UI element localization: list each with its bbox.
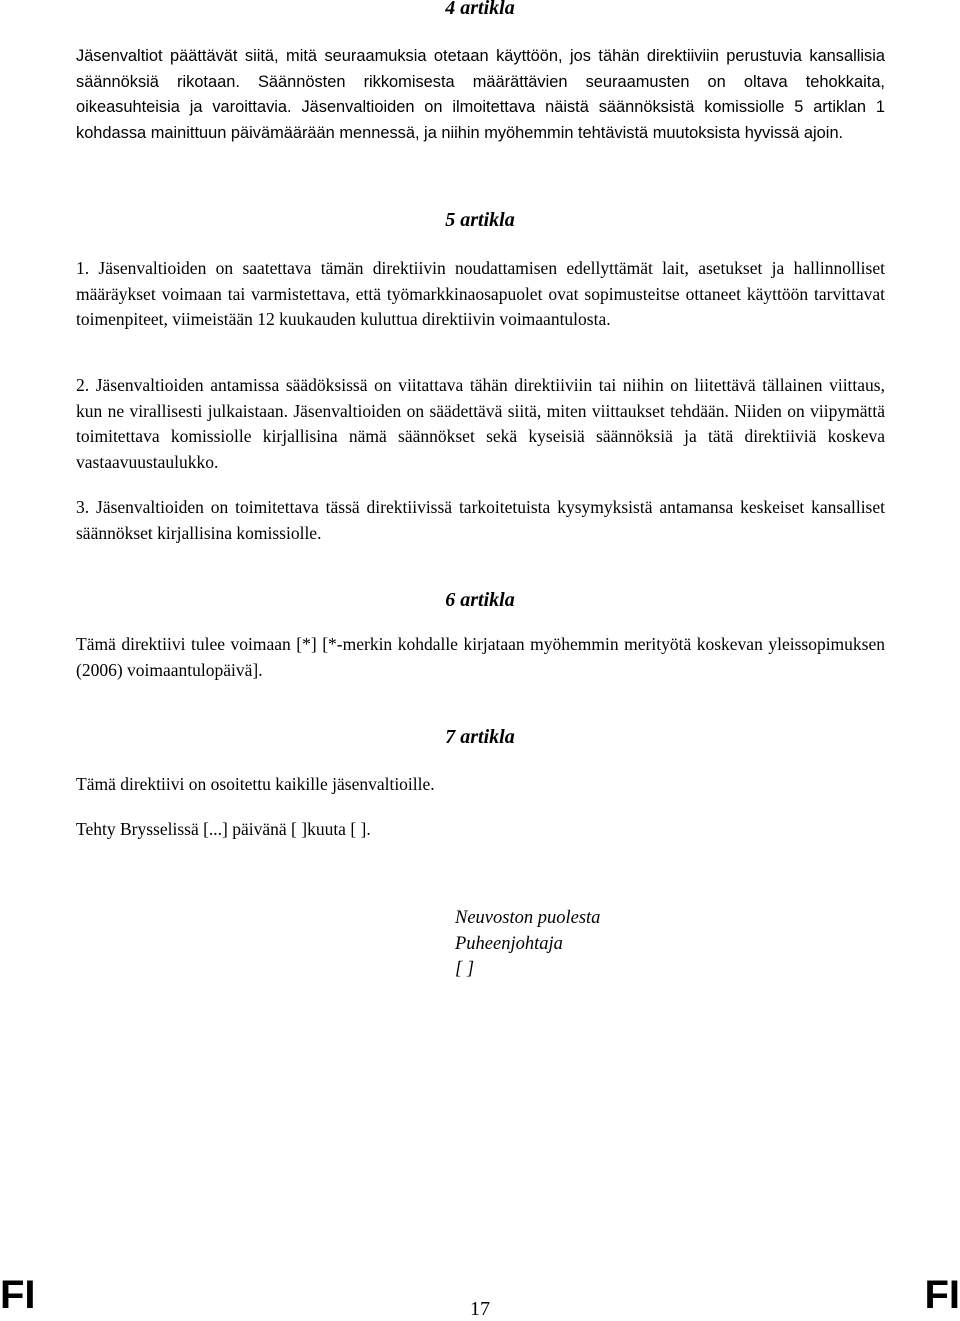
article-6-heading: 6 artikla	[445, 589, 515, 611]
article-6-text: Tämä direktiivi tulee voimaan [*] [*-merkin kohdalle kirjataan myöhemmin merityötä koskevan yleissopimuksen (2006) voimaantulopäivä].	[76, 634, 885, 680]
signature-line-placeholder: [ ]	[455, 959, 475, 979]
article-5-paragraph-1: 1. Jäsenvaltioiden on saatettava tämän direktiivin noudattamisen edellyttämät lait, asetukset ja hallinnolliset määräykset voimaan tai varmistettava, että työmarkkinaosapuolet ovat sopimusteitse ottaneet käyttöön tarvittavat toimenpiteet, viimeistään 12 kuukauden kuluttua direktiivin voimaantulosta.	[76, 258, 885, 329]
article-7-text: Tämä direktiivi on osoitettu kaikille jäsenvaltioille.	[76, 774, 435, 794]
article-5-paragraph-2: 2. Jäsenvaltioiden antamissa säädöksissä on viitattava tähän direktiiviin tai niihin on liitettävä tällainen viittaus, kun ne virallisesti julkaistaan. Jäsenvaltioiden on säädettävä siitä, miten viittaukset tehdään. Niiden on viipymättä toimitettava komissiolle kirjallisina nämä säännökset sekä kyseisiä säännöksiä ja tätä direktiiviä koskeva vastaavuustaulukko.	[76, 375, 885, 472]
footer-language-right: FI	[924, 1273, 960, 1317]
article-4-heading: 4 artikla	[445, 0, 515, 19]
signature-line-council: Neuvoston puolesta	[455, 908, 601, 928]
article-4-text: Jäsenvaltiot päättävät siitä, mitä seuraamuksia otetaan käyttöön, jos tähän direktiiviin perustuvia kansallisia säännöksiä rikotaan. Säännösten rikkomisesta määrättävien seuraamusten on oltava tehokkaita, oikeasuhteisia ja varoittavia. Jäsenvaltioiden on ilmoitettava näistä säännöksistä komissiolle 5 artiklan 1 kohdassa mainittuun päivämäärään mennessä, ja niihin myöhemmin tehtävistä muutoksista hyvissä ajoin.	[76, 47, 885, 142]
page-number: 17	[470, 1298, 490, 1320]
article-7-heading: 7 artikla	[445, 726, 515, 748]
article-5-heading: 5 artikla	[445, 209, 515, 231]
signature-line-president: Puheenjohtaja	[455, 933, 563, 954]
footer-language-left: FI	[0, 1273, 36, 1317]
done-at-line: Tehty Brysselissä [...] päivänä [ ]kuuta [ ].	[76, 819, 371, 839]
signature-block	[455, 906, 600, 983]
article-5-paragraph-3: 3. Jäsenvaltioiden on toimitettava tässä direktiivissä tarkoitetuista kysymyksistä antamansa keskeiset kansalliset säännökset kirjallisina komissiolle.	[76, 497, 885, 543]
